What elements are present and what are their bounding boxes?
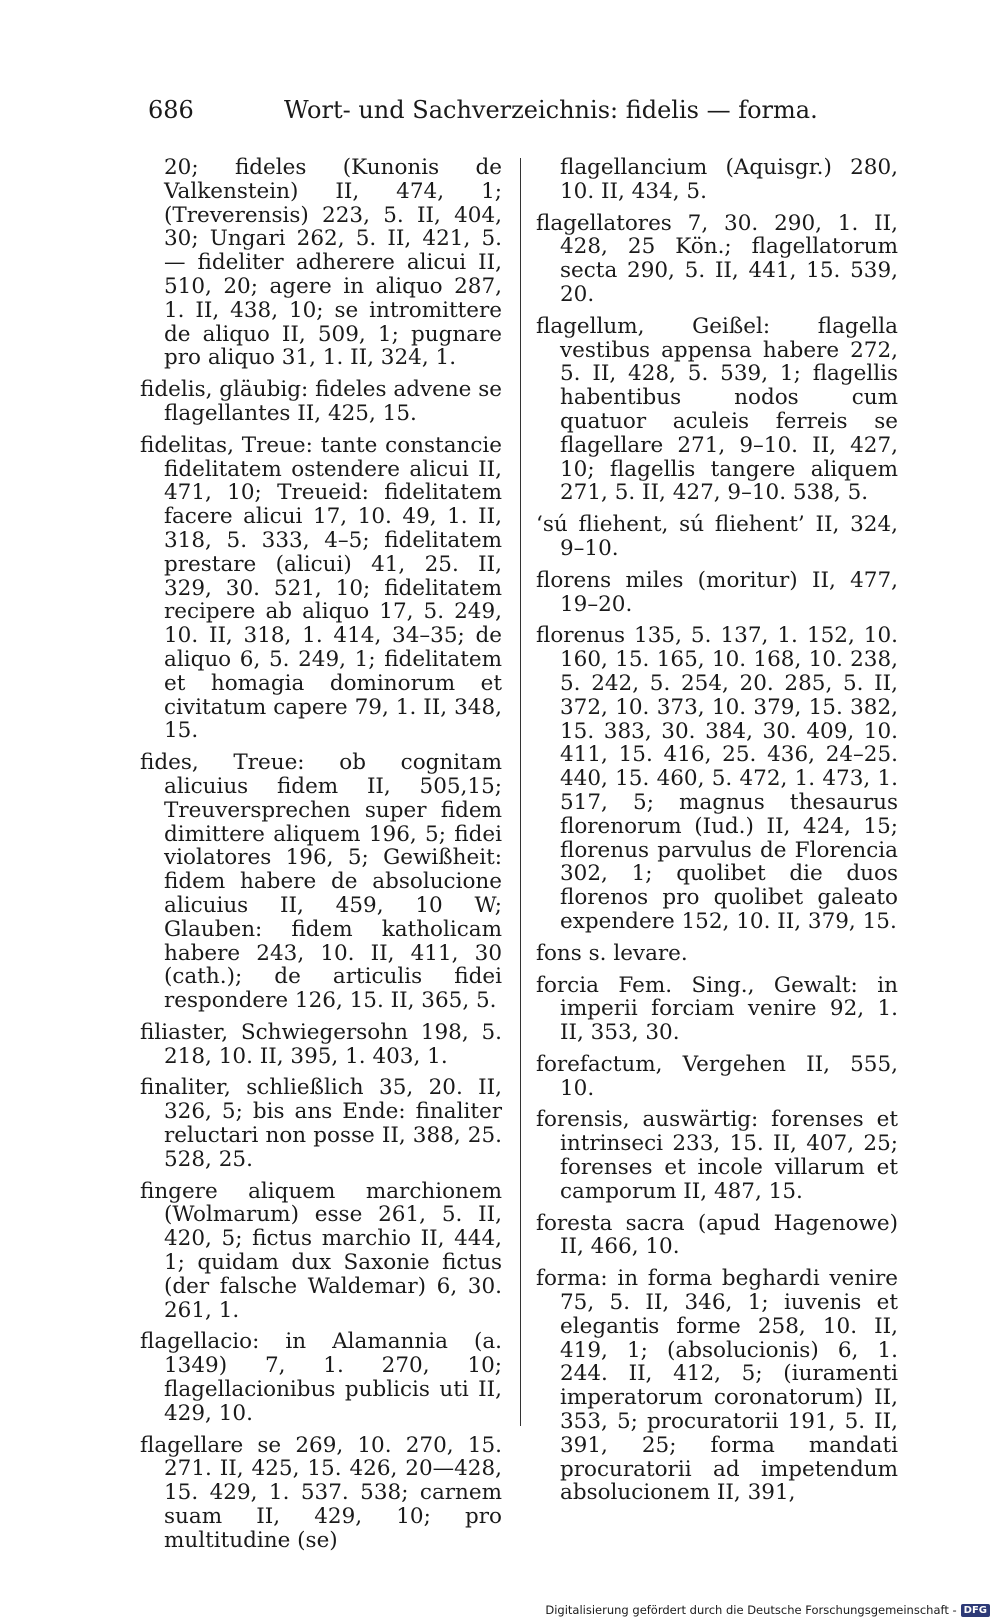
index-entry: fidelis, gläubig: fideles advene se flagellantes II, 425, 15. bbox=[140, 377, 502, 426]
left-column bbox=[140, 155, 502, 1553]
index-entry: forma: in forma beghardi venire 75, 5. II, 346, 1; iuvenis et elegantis forme 258, 10. II, 419, 1; (absolucionis) 6, 1. 244. II, 412, 5; (iuramenti imperatorum coronatorum) II, 353, 5; procuratorii 191, 5. II, 391, 25; forma mandati procuratorii ad impetendum absolucionem II, 391, bbox=[536, 1266, 898, 1506]
index-entry: flagellacio: in Alamannia (a. 1349) 7, 1. 270, 10; flagellacionibus publicis uti II, 429, 10. bbox=[140, 1329, 502, 1426]
index-entry: forefactum, Vergehen II, 555, 10. bbox=[536, 1051, 898, 1101]
index-entry: fingere aliquem marchionem (Wolmarum) esse 261, 5. II, 420, 5; fictus marchio II, 444, 1; quidam dux Saxonie fictus (der falsche Waldemar) 6, 30. 261, 1. bbox=[140, 1178, 502, 1323]
column-divider bbox=[520, 158, 521, 1426]
running-title: Wort- und Sachverzeichnis: fidelis — forma. bbox=[284, 96, 818, 124]
index-entry: florens miles (moritur) II, 477, 19–20. bbox=[536, 567, 898, 617]
right-column bbox=[536, 155, 898, 1506]
index-entry: forcia Fem. Sing., Gewalt: in imperii forciam venire 92, 1. II, 353, 30. bbox=[536, 972, 898, 1046]
index-entry: flagellare se 269, 10. 270, 15. 271. II, 425, 15. 426, 20—428, 15. 429, 1. 537. 538; carnem suam II, 429, 10; pro multitudine (se) bbox=[140, 1432, 502, 1553]
page-header bbox=[148, 96, 818, 130]
page-number: 686 bbox=[148, 96, 194, 124]
index-entry: foresta sacra (apud Hagenowe) II, 466, 10. bbox=[536, 1210, 898, 1260]
index-entry: finaliter, schließlich 35, 20. II, 326, 5; bis ans Ende: finaliter reluctari non posse II, 388, 25. 528, 25. bbox=[140, 1075, 502, 1172]
index-entry: filiaster, Schwiegersohn 198, 5. 218, 10. II, 395, 1. 403, 1. bbox=[140, 1019, 502, 1069]
credit-text: Digitalisierung gefördert durch die Deutsche Forschungsgemeinschaft - bbox=[545, 1603, 957, 1617]
index-entry: 20; fideles (Kunonis de Valkenstein) II, 474, 1; (Treverensis) 223, 5. II, 404, 30; Ungari 262, 5. II, 421, 5. — fideliter adherere alicui II, 510, 20; agere in aliquo 287, 1. II, 438, 10; se intromittere de aliquo II, 509, 1; pugnare pro aliquo 31, 1. II, 324, 1. bbox=[164, 155, 502, 371]
index-entry: ‘sú fliehent, sú fliehent’ II, 324, 9–10. bbox=[536, 512, 898, 561]
digitization-credit bbox=[545, 1602, 990, 1618]
index-entry: forensis, auswärtig: forenses et intrinseci 233, 15. II, 407, 25; forenses et incole villarum et camporum II, 487, 15. bbox=[536, 1107, 898, 1204]
index-entry: flagellatores 7, 30. 290, 1. II, 428, 25 Kön.; flagellatorum secta 290, 5. II, 441, 15. 539, 20. bbox=[536, 210, 898, 307]
index-entry: flagellum, Geißel: flagella vestibus appensa habere 272, 5. II, 428, 5. 539, 1; flagellis habentibus nodos cum quatuor aculeis ferreis se flagellare 271, 9–10. II, 427, 10; flagellis tangere aliquem 271, 5. II, 427, 9–10. 538, 5. bbox=[536, 313, 898, 506]
index-entry: fons s. levare. bbox=[536, 940, 688, 966]
index-entry: fidelitas, Treue: tante constancie fidelitatem ostendere alicui II, 471, 10; Treueid: fidelitatem facere alicui 17, 10. 49, 1. II, 318, 5. 333, 4–5; fidelitatem prestare (alicui) 41, 25. II, 329, 30. 521, 10; fidelitatem recipere ab aliquo 17, 5. 249, 10. II, 318, 1. 414, 34–35; de aliquo 6, 5. 249, 1; fidelitatem et homagia dominorum et civitatum capere 79, 1. II, 348, 15. bbox=[140, 432, 502, 744]
dfg-logo-icon: DFG bbox=[961, 1604, 990, 1617]
index-entry: flagellancium (Aquisgr.) 280, 10. II, 434, 5. bbox=[560, 155, 898, 204]
index-entry: florenus 135, 5. 137, 1. 152, 10. 160, 15. 165, 10. 168, 10. 238, 5. 242, 5. 254, 20. 285, 5. II, 372, 10. 373, 10. 379, 15. 382, 15. 383, 30. 384, 30. 409, 10. 411, 15. 416, 25. 436, 24–25. 440, 15. 460, 5. 472, 1. 473, 1. 517, 5; magnus thesaurus florenorum (Iud.) II, 424, 15; florenus parvulus de Florencia 302, 1; quolibet die duos florenos pro quolibet galeato expendere 152, 10. II, 379, 15. bbox=[536, 623, 898, 934]
index-entry: fides, Treue: ob cognitam alicuius fidem II, 505,15; Treuversprechen super fidem dimittere aliquem 196, 5; fidei violatores 196, 5; Gewißheit: fidem habere de absolucione alicuius II, 459, 10 W; Glauben: fidem katholicam habere 243, 10. II, 411, 30 (cath.); de articulis fidei respondere 126, 15. II, 365, 5. bbox=[140, 750, 502, 1014]
